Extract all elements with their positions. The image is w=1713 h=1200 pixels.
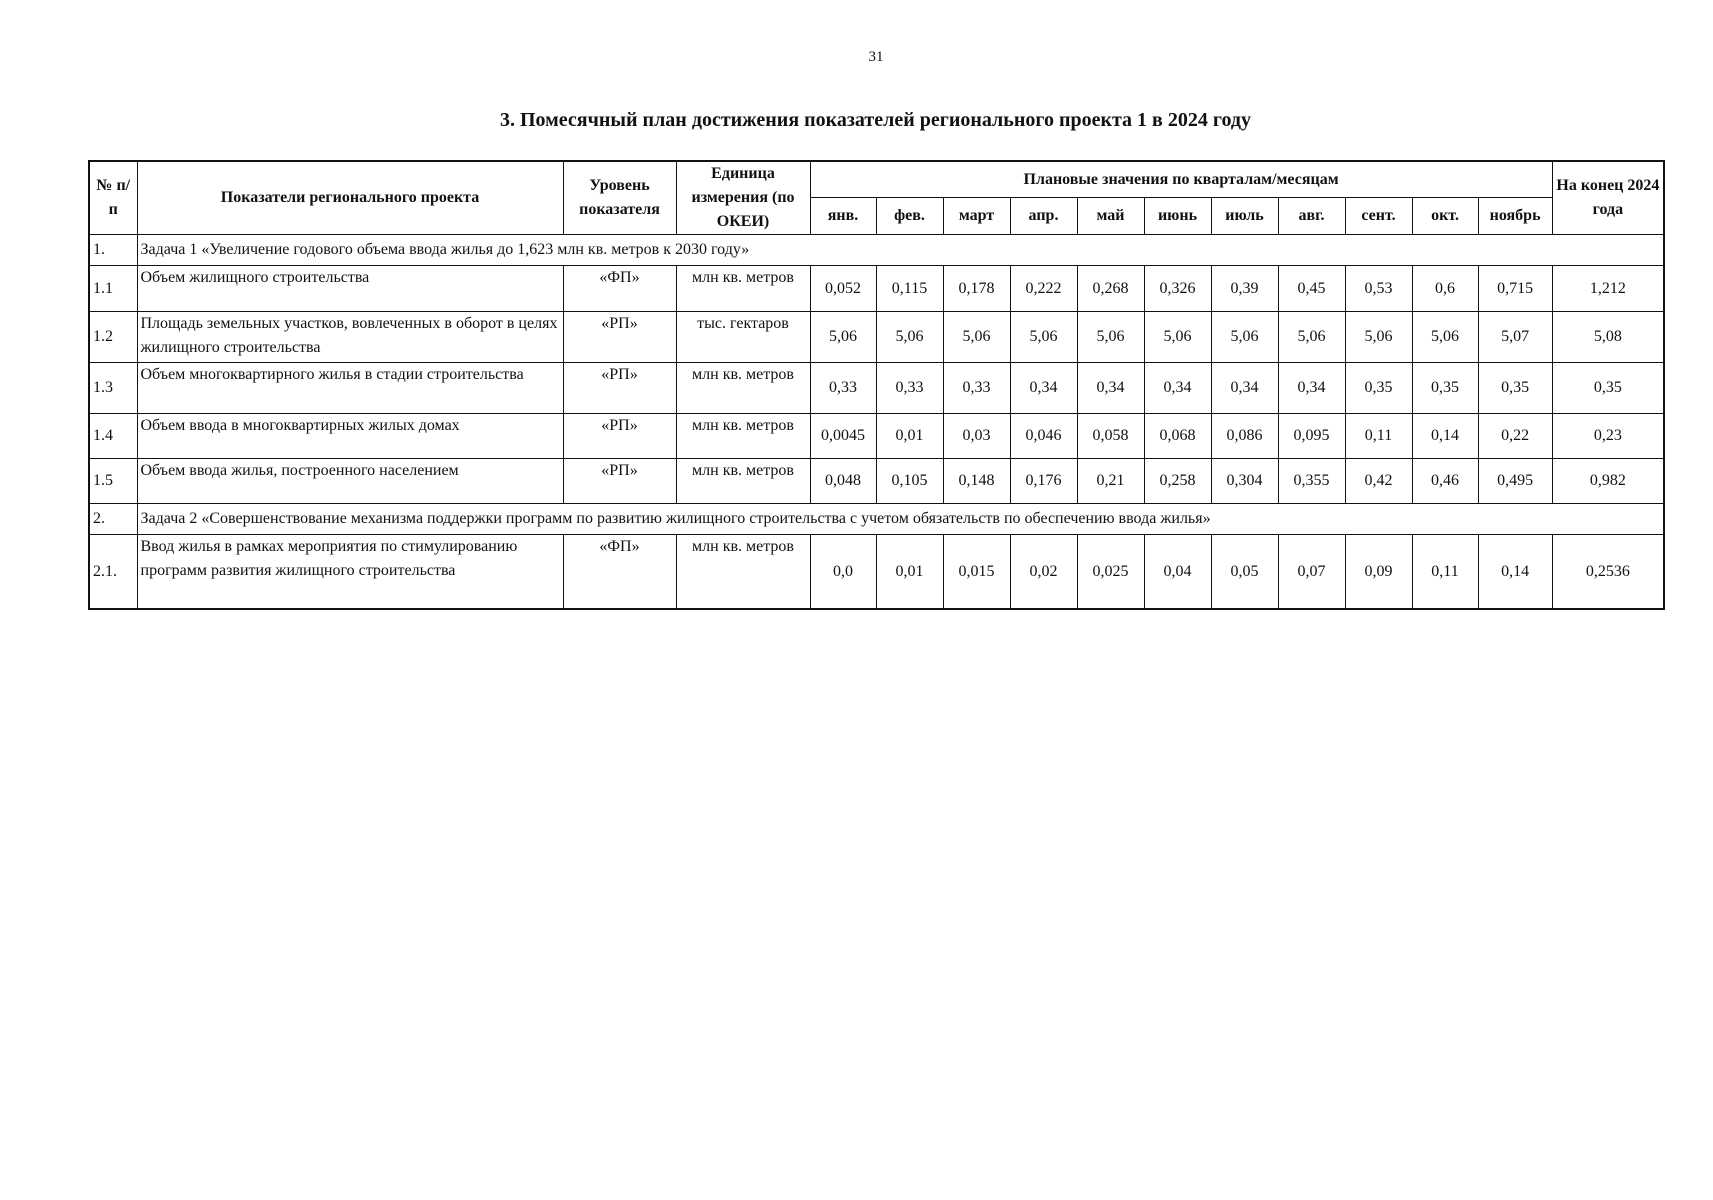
indicator-level: «РП» xyxy=(563,414,676,459)
month-value: 0,46 xyxy=(1412,459,1478,504)
indicator-level: «ФП» xyxy=(563,266,676,312)
month-value: 0,39 xyxy=(1211,266,1278,312)
table-row xyxy=(89,266,1664,312)
indicator-name: Объем жилищного строительства xyxy=(137,266,563,312)
page-number: 31 xyxy=(868,49,884,65)
month-value: 0,14 xyxy=(1478,535,1552,610)
row-number: 1.5 xyxy=(89,459,137,504)
header-month: апр. xyxy=(1010,198,1077,235)
month-value: 0,21 xyxy=(1077,459,1144,504)
end-of-year-value: 1,212 xyxy=(1552,266,1664,312)
header-month: окт. xyxy=(1412,198,1478,235)
monthly-plan-table xyxy=(88,160,1665,610)
header-planned-values: Плановые значения по кварталам/месяцам xyxy=(810,161,1552,198)
header-month: авг. xyxy=(1278,198,1345,235)
month-value: 0,148 xyxy=(943,459,1010,504)
row-number: 1.1 xyxy=(89,266,137,312)
indicator-level: «РП» xyxy=(563,312,676,363)
header-unit: Единица измерения (по ОКЕИ) xyxy=(676,161,810,235)
page-title: 3. Помесячный план достижения показателей регионального проекта 1 в 2024 году xyxy=(500,109,1251,131)
month-value: 0,05 xyxy=(1211,535,1278,610)
header-month: ноябрь xyxy=(1478,198,1552,235)
header-month: май xyxy=(1077,198,1144,235)
month-value: 0,222 xyxy=(1010,266,1077,312)
indicator-unit: млн кв. метров xyxy=(676,535,810,610)
month-value: 0,6 xyxy=(1412,266,1478,312)
header-month: фев. xyxy=(876,198,943,235)
month-value: 0,086 xyxy=(1211,414,1278,459)
month-value: 0,355 xyxy=(1278,459,1345,504)
month-value: 0,33 xyxy=(810,363,876,414)
indicator-unit: млн кв. метров xyxy=(676,363,810,414)
month-value: 0,09 xyxy=(1345,535,1412,610)
header-month: сент. xyxy=(1345,198,1412,235)
month-value: 0,01 xyxy=(876,535,943,610)
end-of-year-value: 0,23 xyxy=(1552,414,1664,459)
month-value: 0,176 xyxy=(1010,459,1077,504)
month-value: 5,06 xyxy=(943,312,1010,363)
end-of-year-value: 5,08 xyxy=(1552,312,1664,363)
month-value: 0,495 xyxy=(1478,459,1552,504)
task-description: Задача 2 «Совершенствование механизма поддержки программ по развитию жилищного строительства с учетом обязательств по обеспечению ввода жилья» xyxy=(137,504,1664,535)
month-value: 0,115 xyxy=(876,266,943,312)
header-end-of-year: На конец 2024 года xyxy=(1552,161,1664,235)
header-month: июль xyxy=(1211,198,1278,235)
month-value: 0,34 xyxy=(1010,363,1077,414)
end-of-year-value: 0,982 xyxy=(1552,459,1664,504)
month-value: 0,11 xyxy=(1345,414,1412,459)
month-value: 5,06 xyxy=(1010,312,1077,363)
month-value: 0,715 xyxy=(1478,266,1552,312)
task-row xyxy=(89,504,1664,535)
indicator-level: «РП» xyxy=(563,363,676,414)
end-of-year-value: 0,35 xyxy=(1552,363,1664,414)
month-value: 0,22 xyxy=(1478,414,1552,459)
task-description: Задача 1 «Увеличение годового объема ввода жилья до 1,623 млн кв. метров к 2030 году» xyxy=(137,235,1664,266)
task-row xyxy=(89,235,1664,266)
indicator-level: «РП» xyxy=(563,459,676,504)
month-value: 0,11 xyxy=(1412,535,1478,610)
month-value: 0,048 xyxy=(810,459,876,504)
month-value: 0,34 xyxy=(1211,363,1278,414)
month-value: 0,33 xyxy=(943,363,1010,414)
header-month: июнь xyxy=(1144,198,1211,235)
month-value: 0,046 xyxy=(1010,414,1077,459)
month-value: 0,02 xyxy=(1010,535,1077,610)
header-indicator: Показатели регионального проекта xyxy=(137,161,563,235)
indicator-unit: млн кв. метров xyxy=(676,459,810,504)
month-value: 0,095 xyxy=(1278,414,1345,459)
task-number: 1. xyxy=(89,235,137,266)
task-number: 2. xyxy=(89,504,137,535)
month-value: 0,14 xyxy=(1412,414,1478,459)
month-value: 0,33 xyxy=(876,363,943,414)
month-value: 0,01 xyxy=(876,414,943,459)
month-value: 0,015 xyxy=(943,535,1010,610)
indicator-unit: млн кв. метров xyxy=(676,266,810,312)
indicator-unit: млн кв. метров xyxy=(676,414,810,459)
indicator-name: Объем ввода в многоквартирных жилых домах xyxy=(137,414,563,459)
indicator-name: Объем ввода жилья, построенного населением xyxy=(137,459,563,504)
month-value: 0,03 xyxy=(943,414,1010,459)
end-of-year-value: 0,2536 xyxy=(1552,535,1664,610)
month-value: 5,07 xyxy=(1478,312,1552,363)
header-month: янв. xyxy=(810,198,876,235)
month-value: 0,304 xyxy=(1211,459,1278,504)
month-value: 0,0 xyxy=(810,535,876,610)
month-value: 5,06 xyxy=(1278,312,1345,363)
table-row xyxy=(89,535,1664,610)
month-value: 0,058 xyxy=(1077,414,1144,459)
month-value: 0,34 xyxy=(1278,363,1345,414)
month-value: 5,06 xyxy=(1144,312,1211,363)
month-value: 5,06 xyxy=(810,312,876,363)
month-value: 0,04 xyxy=(1144,535,1211,610)
indicator-level: «ФП» xyxy=(563,535,676,610)
month-value: 0,326 xyxy=(1144,266,1211,312)
row-number: 2.1. xyxy=(89,535,137,610)
row-number: 1.2 xyxy=(89,312,137,363)
header-num: № п/п xyxy=(89,161,137,235)
table-row xyxy=(89,363,1664,414)
month-value: 0,07 xyxy=(1278,535,1345,610)
month-value: 0,268 xyxy=(1077,266,1144,312)
month-value: 0,025 xyxy=(1077,535,1144,610)
month-value: 0,35 xyxy=(1345,363,1412,414)
indicator-name: Объем многоквартирного жилья в стадии строительства xyxy=(137,363,563,414)
month-value: 5,06 xyxy=(1211,312,1278,363)
table-row xyxy=(89,414,1664,459)
month-value: 0,105 xyxy=(876,459,943,504)
month-value: 5,06 xyxy=(1077,312,1144,363)
month-value: 0,34 xyxy=(1144,363,1211,414)
month-value: 0,35 xyxy=(1412,363,1478,414)
month-value: 0,53 xyxy=(1345,266,1412,312)
table-row xyxy=(89,459,1664,504)
month-value: 0,178 xyxy=(943,266,1010,312)
row-number: 1.4 xyxy=(89,414,137,459)
month-value: 5,06 xyxy=(1412,312,1478,363)
month-value: 5,06 xyxy=(876,312,943,363)
table-body xyxy=(89,235,1664,610)
month-value: 0,34 xyxy=(1077,363,1144,414)
month-value: 0,068 xyxy=(1144,414,1211,459)
header-month: март xyxy=(943,198,1010,235)
month-value: 0,45 xyxy=(1278,266,1345,312)
month-value: 0,0045 xyxy=(810,414,876,459)
indicator-unit: тыс. гектаров xyxy=(676,312,810,363)
month-value: 0,052 xyxy=(810,266,876,312)
month-value: 0,35 xyxy=(1478,363,1552,414)
month-value: 5,06 xyxy=(1345,312,1412,363)
month-value: 0,258 xyxy=(1144,459,1211,504)
month-value: 0,42 xyxy=(1345,459,1412,504)
indicator-name: Ввод жилья в рамках мероприятия по стимулированию программ развития жилищного строительства xyxy=(137,535,563,610)
indicator-name: Площадь земельных участков, вовлеченных в оборот в целях жилищного строительства xyxy=(137,312,563,363)
table-row xyxy=(89,312,1664,363)
header-level: Уровень показателя xyxy=(563,161,676,235)
row-number: 1.3 xyxy=(89,363,137,414)
